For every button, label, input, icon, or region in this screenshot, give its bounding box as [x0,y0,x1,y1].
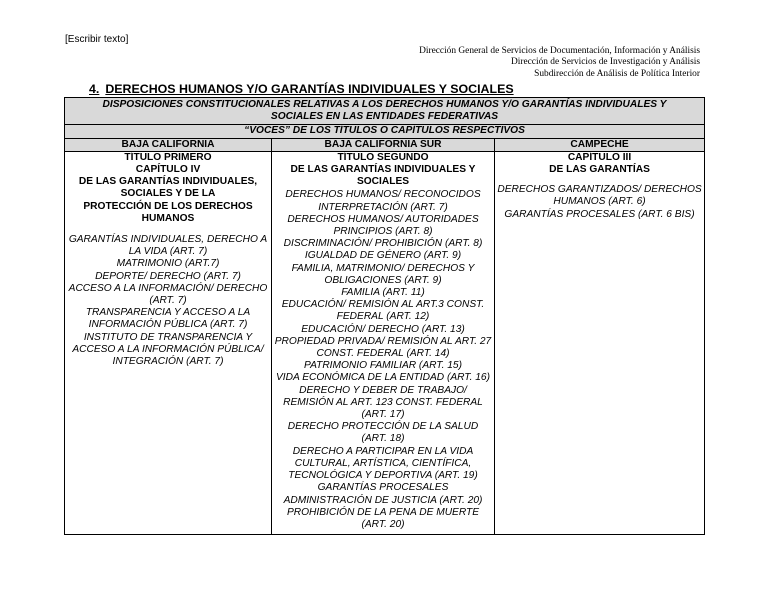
chapter-heading-line: TÍTULO SEGUNDO [337,151,429,163]
rights-item: ACCESO A LA INFORMACIÓN/ DERECHO (ART. 7) [68,282,268,307]
rights-item: DERECHOS GARANTIZADOS/ DERECHOS HUMANOS (ART. 6) [497,184,702,208]
content-row [65,151,705,534]
state-header: CAMPECHE [495,138,705,151]
rights-item: INSTITUTO DE TRANSPARENCIA Y ACCESO A LA INFORMACIÓN PÚBLICA/ INTEGRACIÓN (ART. 7) [72,331,264,368]
placeholder-text: [Escribir texto] [65,34,129,45]
table-subtitle: “VOCES” DE LOS TÍTULOS O CAPÍTULOS RESPECTIVOS [65,125,705,138]
rights-item: DERECHO PROTECCIÓN DE LA SALUD (ART. 18) [287,421,479,445]
section-title [89,82,514,96]
chapter-heading-line: DE LAS GARANTÍAS INDIVIDUALES Y [290,164,476,176]
chapter-heading-line: HUMANOS [141,212,195,224]
chapter-heading-line: CAPÍTULO IV [135,164,201,176]
rights-item: PROPIEDAD PRIVADA/ REMISIÓN AL ART. 27 CONST. FEDERAL (ART. 14) [274,335,492,360]
rights-item: TRANSPARENCIA Y ACCESO A LA INFORMACIÓN PÚBLICA (ART. 7) [85,307,251,331]
rights-item: GARANTÍAS PROCESALES (ART. 6 BIS) [504,208,695,220]
header-line: Dirección de Servicios de Investigación y Análisis [510,57,700,68]
state-header: BAJA CALIFORNIA [65,138,272,151]
rights-item: DISCRIMINACIÓN/ PROHIBICIÓN (ART. 8) [283,238,483,250]
chapter-heading-line: CAPÍTULO III [567,151,632,163]
rights-item: DERECHOS HUMANOS/ AUTORIDADES PRINCIPIOS (ART. 8) [287,213,479,238]
state-header-row [65,138,705,151]
rights-item: DERECHOS HUMANOS/ RECONOCIDOS INTERPRETACIÓN (ART. 7) [285,189,481,213]
rights-item: IGUALDAD DE GÉNERO (ART. 9) [304,250,462,262]
state-header: BAJA CALIFORNIA SUR [272,138,495,151]
header-line: Subdirección de Análisis de Política Interior [534,68,700,79]
chapter-heading-line: TÍTULO PRIMERO [124,151,212,163]
rights-item: EDUCACIÓN/ DERECHO (ART. 13) [301,323,465,335]
chapter-heading-line: PROTECCIÓN DE LOS DERECHOS [83,200,253,212]
table-title-line: DISPOSICIONES CONSTITUCIONALES RELATIVAS A LOS DERECHOS HUMANOS Y/O GARANTÍAS INDIVIDUALES Y [102,99,667,110]
rights-item: VIDA ECONÓMICA DE LA ENTIDAD (ART. 16) [276,372,490,384]
header-line: Dirección General de Servicios de Documentación, Información y Análisis [419,46,700,56]
column-cell [495,151,705,534]
spacer [497,176,702,184]
column-cell [272,151,495,534]
spacer [67,225,269,234]
rights-item: GARANTÍAS INDIVIDUALES, DERECHO A LA VIDA (ART. 7) [68,234,268,258]
section-title-text: DERECHOS HUMANOS Y/O GARANTÍAS INDIVIDUALES Y SOCIALES [105,82,514,96]
rights-item: FAMILIA (ART. 11) [341,287,425,299]
document-header [280,46,700,80]
rights-item: MATRIMONIO (ART.7) [116,258,220,270]
rights-item: PATRIMONIO FAMILIAR (ART. 15) [304,360,462,372]
rights-item: GARANTÍAS PROCESALES ADMINISTRACIÓN DE JUSTICIA (ART. 20) [283,482,483,506]
column-cell [65,151,272,534]
table-title-line: SOCIALES EN LAS ENTIDADES FEDERATIVAS [270,111,499,123]
table-title-row [65,98,705,125]
rights-item: EDUCACIÓN/ REMISIÓN AL ART.3 CONST. FEDERAL (ART. 12) [281,299,485,323]
rights-item: DERECHO A PARTICIPAR EN LA VIDA CULTURAL, ARTÍSTICA, CIENTÍFICA, TECNOLÓGICA Y DEPORTIVA (ART. 19) [288,445,478,482]
rights-table [64,97,705,535]
rights-item: DEPORTE/ DERECHO (ART. 7) [95,270,241,282]
rights-item: FAMILIA, MATRIMONIO/ DERECHOS Y OBLIGACIONES (ART. 9) [291,262,475,286]
section-number: 4. [89,82,100,96]
chapter-heading-line: DE LAS GARANTÍAS INDIVIDUALES, [78,176,258,188]
rights-item: DERECHO Y DEBER DE TRABAJO/ REMISIÓN AL ART. 123 CONST. FEDERAL (ART. 17) [283,384,483,421]
rights-item: PROHIBICIÓN DE LA PENA DE MUERTE (ART. 20) [286,506,480,530]
table-subtitle-row [65,125,705,138]
chapter-heading-line: SOCIALES [356,176,410,188]
chapter-heading-line: DE LAS GARANTÍAS [549,164,650,176]
chapter-heading-line: SOCIALES Y DE LA [120,188,216,200]
